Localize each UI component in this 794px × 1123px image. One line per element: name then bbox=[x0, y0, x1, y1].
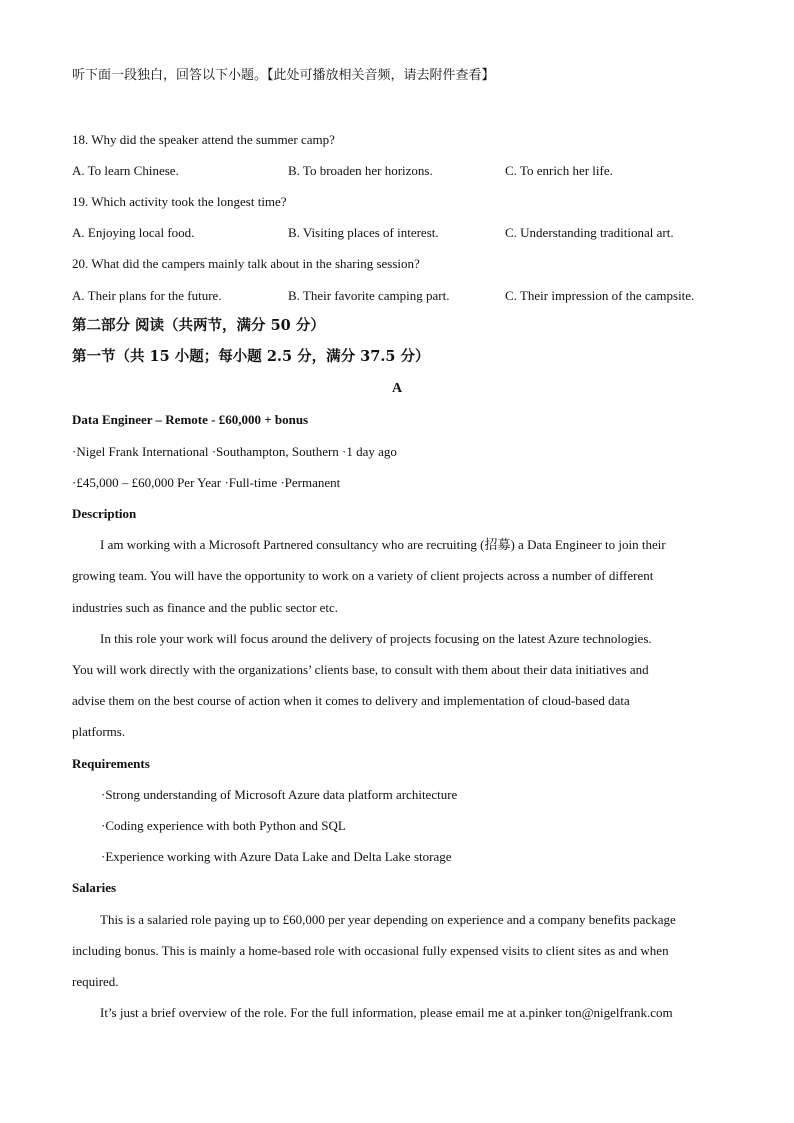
job-title: Data Engineer – Remote - £60,000 + bonus bbox=[72, 412, 309, 427]
passage-label: A bbox=[391, 381, 403, 396]
question-18-option-c: C. To enrich her life. bbox=[505, 163, 613, 178]
question-19-option-a: A. Enjoying local food. bbox=[72, 225, 195, 240]
salaries-heading: Salaries bbox=[72, 880, 117, 895]
question-20-option-c: C. Their impression of the campsite. bbox=[505, 288, 695, 303]
description-line-5: You will work directly with the organizations’ clients base, to consult with them about their data initiatives and bbox=[72, 662, 649, 677]
question-18-option-b: B. To broaden her horizons. bbox=[288, 163, 433, 178]
description-line-6: advise them on the best course of action when it comes to delivery and implementation of cloud-based data bbox=[72, 693, 630, 708]
description-heading: Description bbox=[72, 506, 137, 521]
question-19-option-c: C. Understanding traditional art. bbox=[505, 225, 674, 240]
job-meta-company: ·Nigel Frank International ·Southampton, Southern ·1 day ago bbox=[72, 444, 397, 459]
description-line-3: industries such as finance and the public sector etc. bbox=[72, 600, 339, 615]
listening-instruction: 听下面一段独白，回答以下小题。【此处可播放相关音频，请去附件查看】 bbox=[72, 67, 495, 82]
requirements-heading: Requirements bbox=[72, 756, 150, 771]
subsection-title: 第一节（共 15 小题；每小题 2.5 分，满分 37.5 分） bbox=[72, 348, 430, 365]
part-two-title: 第二部分 阅读（共两节，满分 50 分） bbox=[72, 317, 325, 334]
question-19-stem: 19. Which activity took the longest time? bbox=[72, 194, 287, 209]
closing-line: It’s just a brief overview of the role. For the full information, please email me at a.pinker ton@nigelfrank.com bbox=[100, 1005, 673, 1020]
description-line-4: In this role your work will focus around the delivery of projects focusing on the latest Azure technologies. bbox=[100, 631, 652, 646]
question-20-option-a: A. Their plans for the future. bbox=[72, 288, 222, 303]
question-19-option-b: B. Visiting places of interest. bbox=[288, 225, 439, 240]
question-20-option-b: B. Their favorite camping part. bbox=[288, 288, 450, 303]
requirement-item: ·Strong understanding of Microsoft Azure data platform architecture bbox=[101, 787, 458, 802]
job-meta-salary: ·£45,000 – £60,000 Per Year ·Full-time ·Permanent bbox=[72, 475, 341, 490]
salaries-line-2: including bonus. This is mainly a home-based role with occasional fully expensed visits to client sites as and when bbox=[72, 943, 669, 958]
description-line-1: I am working with a Microsoft Partnered consultancy who are recruiting (招募) a Data Engineer to join their bbox=[100, 537, 666, 552]
description-line-7: platforms. bbox=[72, 724, 126, 739]
description-line-2: growing team. You will have the opportunity to work on a variety of client projects across a number of different bbox=[72, 568, 654, 583]
requirement-item: ·Experience working with Azure Data Lake and Delta Lake storage bbox=[101, 849, 452, 864]
question-18-stem: 18. Why did the speaker attend the summer camp? bbox=[72, 132, 335, 147]
salaries-line-3: required. bbox=[72, 974, 119, 989]
question-20-stem: 20. What did the campers mainly talk about in the sharing session? bbox=[72, 256, 420, 271]
requirement-item: ·Coding experience with both Python and SQL bbox=[101, 818, 346, 833]
salaries-line-1: This is a salaried role paying up to £60,000 per year depending on experience and a company benefits package bbox=[100, 912, 676, 927]
question-18-option-a: A. To learn Chinese. bbox=[72, 163, 179, 178]
